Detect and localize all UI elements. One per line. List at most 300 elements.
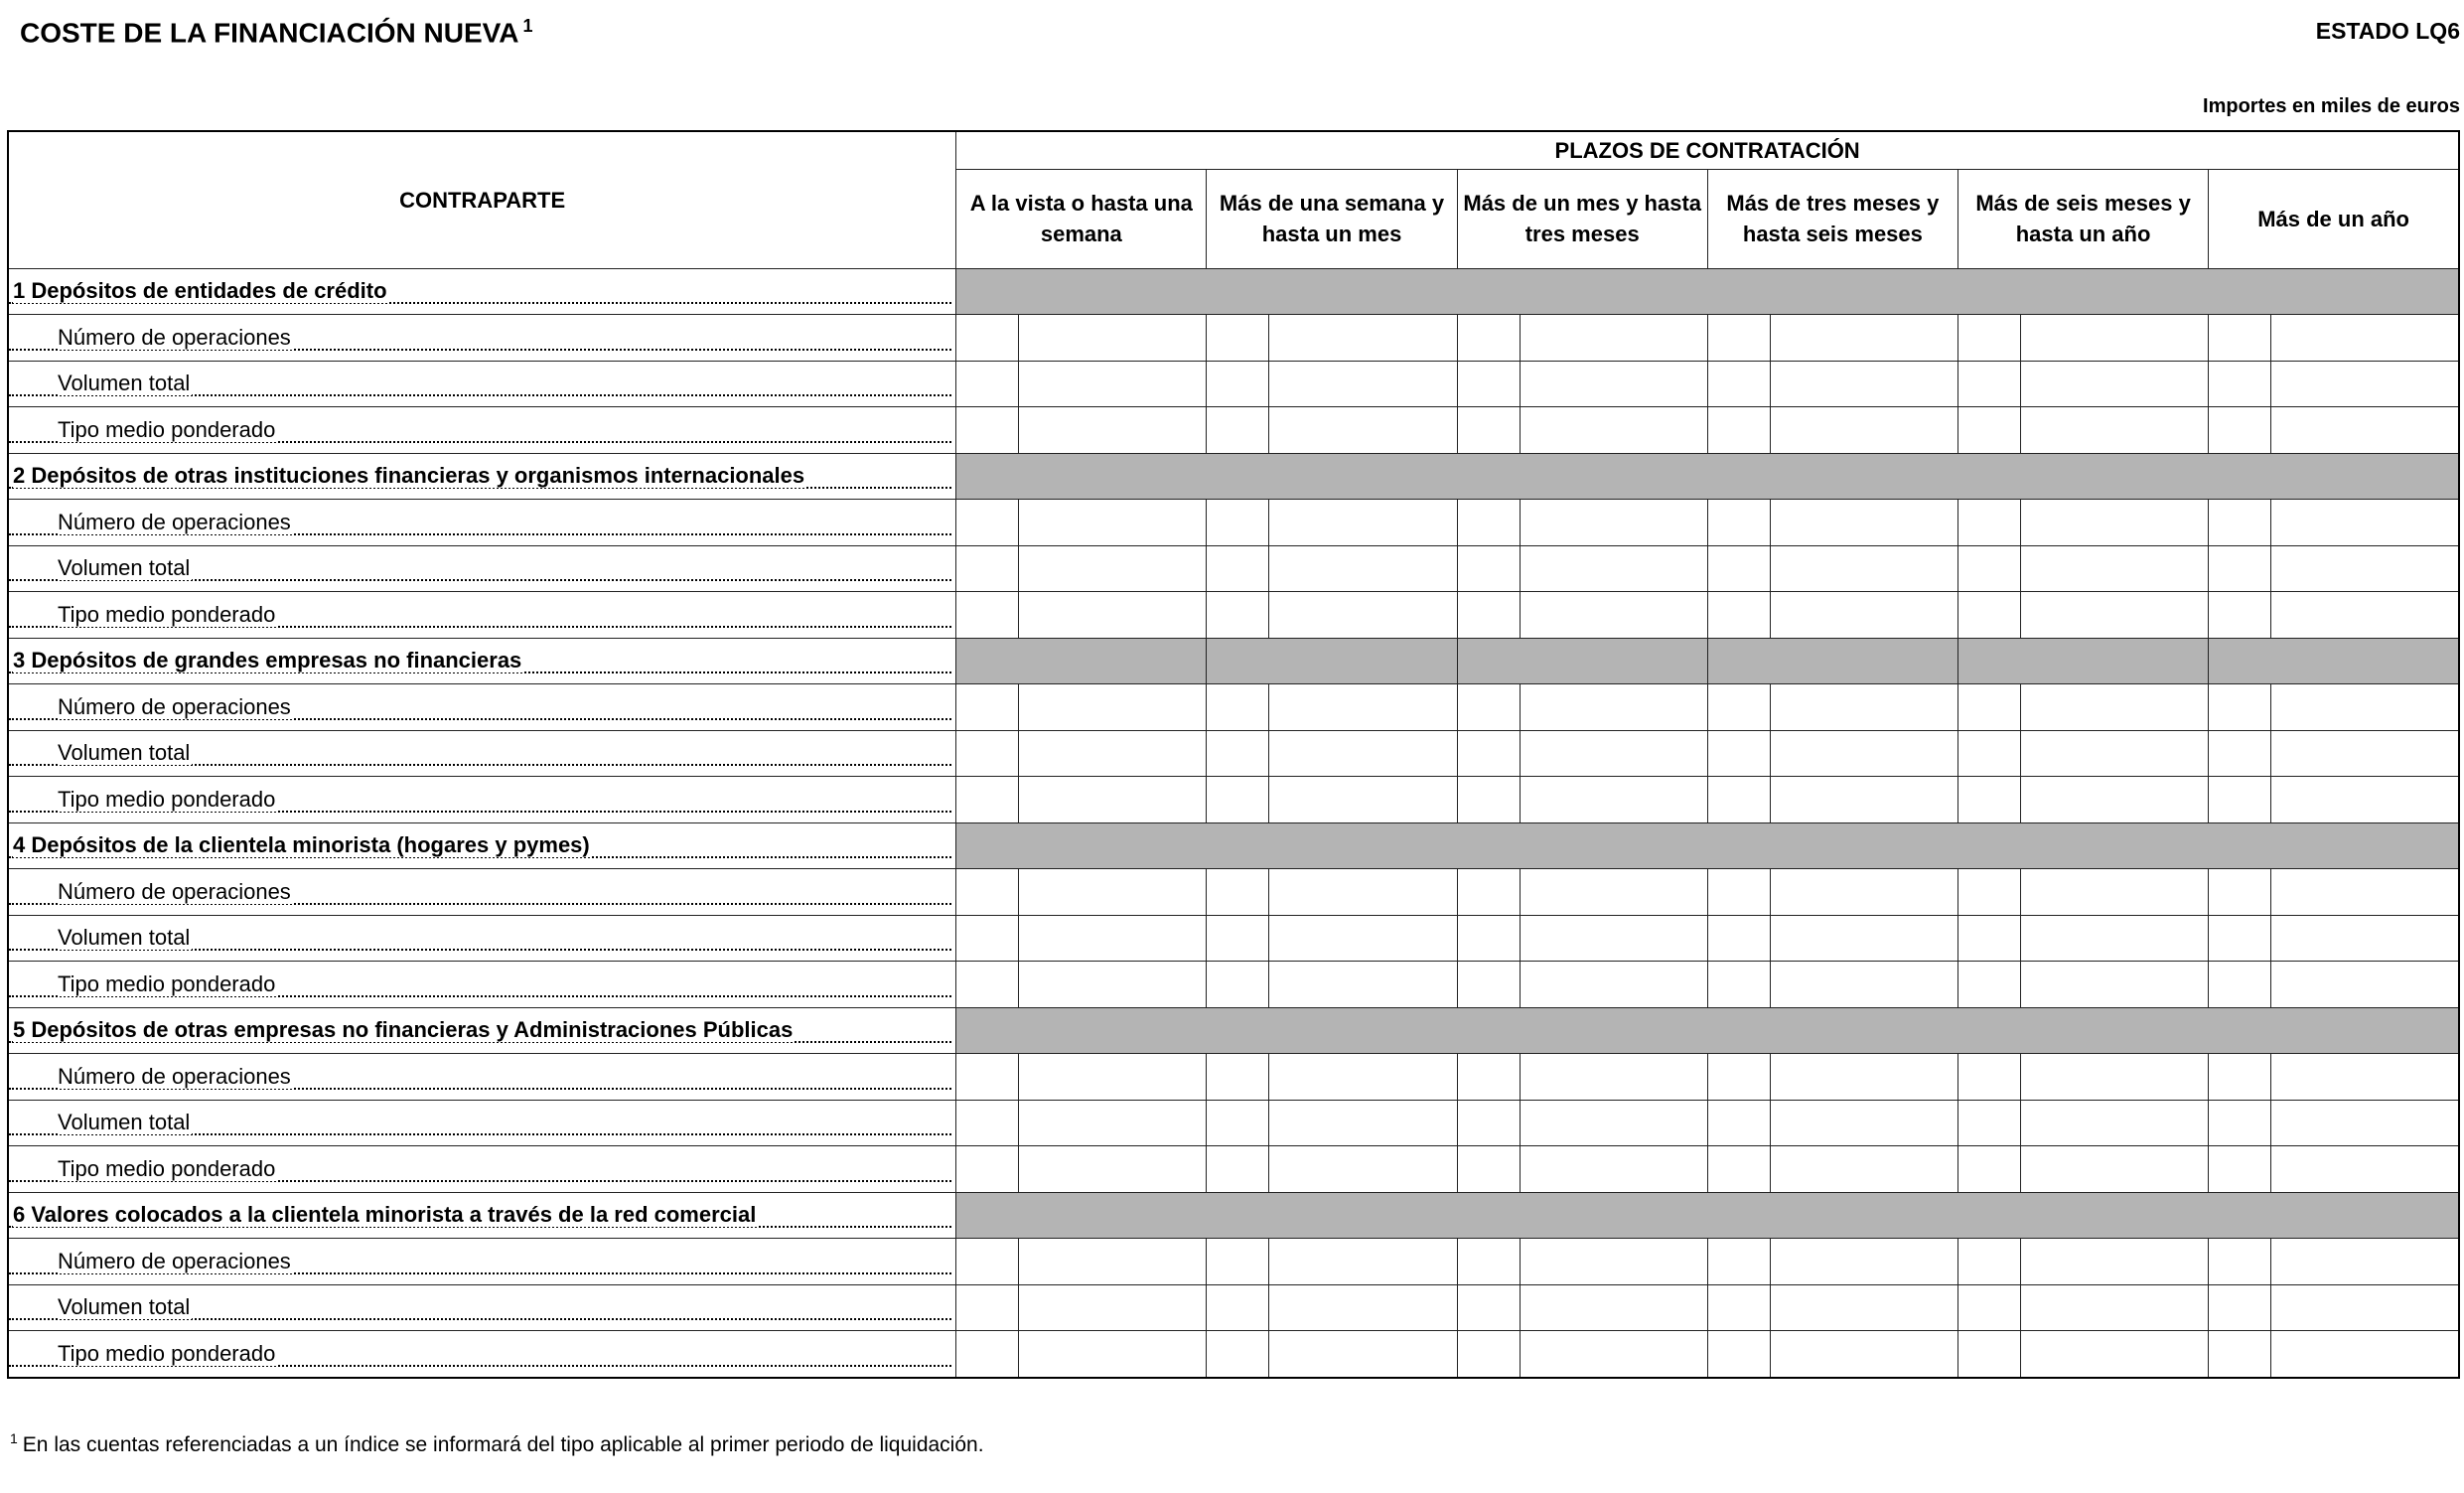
value-cell[interactable] xyxy=(1520,1054,1707,1101)
row-label xyxy=(8,1100,956,1146)
value-cell[interactable] xyxy=(2021,1284,2209,1331)
section-label xyxy=(8,268,956,315)
value-cell[interactable] xyxy=(2271,869,2459,916)
code-cell[interactable] xyxy=(1207,1146,1269,1193)
value-cell[interactable] xyxy=(1019,915,1207,962)
code-cell[interactable] xyxy=(1707,1054,1770,1101)
code-cell[interactable] xyxy=(1207,869,1269,916)
code-cell[interactable] xyxy=(1207,592,1269,639)
code-cell[interactable] xyxy=(1457,1331,1520,1378)
value-cell[interactable] xyxy=(2271,1054,2459,1101)
code-cell[interactable] xyxy=(1707,407,1770,454)
section-label xyxy=(8,1007,956,1054)
value-cell[interactable] xyxy=(1520,684,1707,731)
value-cell[interactable] xyxy=(1019,1100,1207,1146)
row-label xyxy=(8,1054,956,1101)
row-label xyxy=(8,315,956,362)
code-cell[interactable] xyxy=(1457,592,1520,639)
row-label xyxy=(8,730,956,777)
value-cell[interactable] xyxy=(1019,962,1207,1008)
value-cell[interactable] xyxy=(1770,315,1957,362)
code-cell[interactable] xyxy=(1957,361,2020,407)
code-cell[interactable] xyxy=(1957,1146,2020,1193)
value-cell[interactable] xyxy=(1269,962,1457,1008)
code-cell[interactable] xyxy=(1457,1146,1520,1193)
value-cell[interactable] xyxy=(1269,1331,1457,1378)
value-cell[interactable] xyxy=(1019,684,1207,731)
code-cell[interactable] xyxy=(1957,1239,2020,1285)
value-cell[interactable] xyxy=(1269,592,1457,639)
value-cell[interactable] xyxy=(1269,1284,1457,1331)
code-cell[interactable] xyxy=(1707,315,1770,362)
value-cell[interactable] xyxy=(1770,545,1957,592)
value-cell[interactable] xyxy=(1019,1331,1207,1378)
row-label-text: Volumen total xyxy=(58,740,191,766)
table-row xyxy=(8,1054,2459,1101)
section-row xyxy=(8,1007,2459,1054)
code-cell[interactable] xyxy=(956,1100,1019,1146)
section-label xyxy=(8,822,956,869)
footnote xyxy=(10,1430,984,1457)
table-row xyxy=(8,592,2459,639)
value-cell[interactable] xyxy=(2271,407,2459,454)
value-cell[interactable] xyxy=(1019,777,1207,823)
code-cell[interactable] xyxy=(1957,315,2020,362)
code-cell[interactable] xyxy=(956,869,1019,916)
shaded-cell xyxy=(1957,638,2208,684)
shaded-band xyxy=(956,822,2459,869)
value-cell[interactable] xyxy=(1019,869,1207,916)
row-label-text: Número de operaciones xyxy=(58,509,291,534)
value-cell[interactable] xyxy=(1520,315,1707,362)
code-cell[interactable] xyxy=(1457,777,1520,823)
code-cell[interactable] xyxy=(1957,777,2020,823)
code-cell[interactable] xyxy=(1707,684,1770,731)
code-cell[interactable] xyxy=(1457,1100,1520,1146)
shaded-cell xyxy=(1457,638,1707,684)
row-label xyxy=(8,869,956,916)
code-cell[interactable] xyxy=(1207,962,1269,1008)
value-cell[interactable] xyxy=(1269,315,1457,362)
code-cell[interactable] xyxy=(956,592,1019,639)
value-cell[interactable] xyxy=(2271,1284,2459,1331)
row-label xyxy=(8,1331,956,1378)
value-cell[interactable] xyxy=(1520,361,1707,407)
value-cell[interactable] xyxy=(2021,361,2209,407)
section-label xyxy=(8,1192,956,1239)
value-cell[interactable] xyxy=(1019,1239,1207,1285)
value-cell[interactable] xyxy=(1269,500,1457,546)
value-cell[interactable] xyxy=(2021,869,2209,916)
value-cell[interactable] xyxy=(1019,1284,1207,1331)
value-cell[interactable] xyxy=(2271,545,2459,592)
code-cell[interactable] xyxy=(1207,1054,1269,1101)
code-cell[interactable] xyxy=(1707,962,1770,1008)
code-cell[interactable] xyxy=(1707,500,1770,546)
value-cell[interactable] xyxy=(2021,962,2209,1008)
value-cell[interactable] xyxy=(1269,407,1457,454)
value-cell[interactable] xyxy=(2271,315,2459,362)
code-cell[interactable] xyxy=(956,361,1019,407)
code-cell[interactable] xyxy=(956,1054,1019,1101)
value-cell[interactable] xyxy=(1019,407,1207,454)
code-cell[interactable] xyxy=(2209,1100,2271,1146)
row-label-text: Volumen total xyxy=(58,1110,191,1135)
row-label-text: Volumen total xyxy=(58,1294,191,1320)
value-cell[interactable] xyxy=(1770,869,1957,916)
code-cell[interactable] xyxy=(2209,777,2271,823)
value-cell[interactable] xyxy=(1269,1239,1457,1285)
code-cell[interactable] xyxy=(2209,1331,2271,1378)
code-cell[interactable] xyxy=(2209,915,2271,962)
value-cell[interactable] xyxy=(1520,730,1707,777)
code-cell[interactable] xyxy=(1957,592,2020,639)
code-cell[interactable] xyxy=(956,1146,1019,1193)
code-cell[interactable] xyxy=(1957,1054,2020,1101)
code-cell[interactable] xyxy=(1707,1239,1770,1285)
table-row xyxy=(8,869,2459,916)
value-cell[interactable] xyxy=(1770,962,1957,1008)
code-cell[interactable] xyxy=(2209,730,2271,777)
value-cell[interactable] xyxy=(1269,915,1457,962)
shaded-band xyxy=(956,453,2459,500)
value-cell[interactable] xyxy=(2021,684,2209,731)
value-cell[interactable] xyxy=(2271,1331,2459,1378)
code-cell[interactable] xyxy=(1957,1331,2020,1378)
code-cell[interactable] xyxy=(956,407,1019,454)
value-cell[interactable] xyxy=(2271,1146,2459,1193)
section-label-text: 2 Depósitos de otras instituciones financieras y organismos internacionales xyxy=(13,463,805,489)
value-cell[interactable] xyxy=(1520,915,1707,962)
table-row xyxy=(8,1100,2459,1146)
row-label-text: Número de operaciones xyxy=(58,1063,291,1089)
value-cell[interactable] xyxy=(1269,1146,1457,1193)
code-cell[interactable] xyxy=(1207,361,1269,407)
code-cell[interactable] xyxy=(1707,730,1770,777)
code-cell[interactable] xyxy=(1207,684,1269,731)
table-row xyxy=(8,361,2459,407)
table-row xyxy=(8,777,2459,823)
value-cell[interactable] xyxy=(2021,1239,2209,1285)
code-cell[interactable] xyxy=(1707,545,1770,592)
value-cell[interactable] xyxy=(1770,915,1957,962)
code-cell[interactable] xyxy=(1707,1146,1770,1193)
row-label-text: Tipo medio ponderado xyxy=(58,1155,276,1181)
code-cell[interactable] xyxy=(1207,1284,1269,1331)
value-cell[interactable] xyxy=(2271,962,2459,1008)
code-cell[interactable] xyxy=(2209,500,2271,546)
value-cell[interactable] xyxy=(1770,592,1957,639)
code-cell[interactable] xyxy=(1957,1100,2020,1146)
section-label xyxy=(8,453,956,500)
shaded-cell xyxy=(956,638,1207,684)
plazo-header: Más de una semana y hasta un mes xyxy=(1207,169,1457,268)
row-label xyxy=(8,684,956,731)
value-cell[interactable] xyxy=(1770,684,1957,731)
table-row xyxy=(8,1284,2459,1331)
code-cell[interactable] xyxy=(1457,1054,1520,1101)
code-cell[interactable] xyxy=(1457,684,1520,731)
table-row xyxy=(8,684,2459,731)
value-cell[interactable] xyxy=(1269,1100,1457,1146)
row-label xyxy=(8,962,956,1008)
row-label xyxy=(8,1146,956,1193)
value-cell[interactable] xyxy=(1019,500,1207,546)
value-cell[interactable] xyxy=(2021,915,2209,962)
section-label-text: 5 Depósitos de otras empresas no financieras y Administraciones Públicas xyxy=(13,1017,794,1043)
page-title xyxy=(20,16,532,49)
code-cell[interactable] xyxy=(956,684,1019,731)
code-cell[interactable] xyxy=(956,1331,1019,1378)
code-cell[interactable] xyxy=(956,730,1019,777)
code-cell[interactable] xyxy=(1957,407,2020,454)
section-label-text: 6 Valores colocados a la clientela minorista a través de la red comercial xyxy=(13,1202,757,1228)
value-cell[interactable] xyxy=(2271,730,2459,777)
value-cell[interactable] xyxy=(1019,361,1207,407)
shaded-cell xyxy=(2209,638,2459,684)
value-cell[interactable] xyxy=(1770,777,1957,823)
code-cell[interactable] xyxy=(1207,730,1269,777)
value-cell[interactable] xyxy=(2021,1146,2209,1193)
value-cell[interactable] xyxy=(2021,730,2209,777)
code-cell[interactable] xyxy=(1957,915,2020,962)
value-cell[interactable] xyxy=(2271,592,2459,639)
section-row xyxy=(8,1192,2459,1239)
value-cell[interactable] xyxy=(2021,592,2209,639)
value-cell[interactable] xyxy=(2271,777,2459,823)
code-cell[interactable] xyxy=(956,545,1019,592)
table-row xyxy=(8,915,2459,962)
value-cell[interactable] xyxy=(1770,1146,1957,1193)
value-cell[interactable] xyxy=(2021,545,2209,592)
code-cell[interactable] xyxy=(1457,545,1520,592)
code-cell[interactable] xyxy=(1957,1284,2020,1331)
row-label-text: Volumen total xyxy=(58,371,191,396)
code-cell[interactable] xyxy=(1207,407,1269,454)
value-cell[interactable] xyxy=(2021,1100,2209,1146)
code-cell[interactable] xyxy=(2209,1239,2271,1285)
row-label xyxy=(8,592,956,639)
row-label xyxy=(8,915,956,962)
code-cell[interactable] xyxy=(956,500,1019,546)
value-cell[interactable] xyxy=(1269,730,1457,777)
code-cell[interactable] xyxy=(1207,315,1269,362)
shaded-band xyxy=(956,1007,2459,1054)
code-cell[interactable] xyxy=(1207,500,1269,546)
code-cell[interactable] xyxy=(1957,684,2020,731)
code-cell[interactable] xyxy=(956,315,1019,362)
row-label-text: Número de operaciones xyxy=(58,878,291,904)
code-cell[interactable] xyxy=(1957,962,2020,1008)
code-cell[interactable] xyxy=(1207,1100,1269,1146)
section-row xyxy=(8,453,2459,500)
code-cell[interactable] xyxy=(1707,1284,1770,1331)
value-cell[interactable] xyxy=(2021,1054,2209,1101)
plazo-header: Más de un mes y hasta tres meses xyxy=(1457,169,1707,268)
value-cell[interactable] xyxy=(1019,1054,1207,1101)
code-cell[interactable] xyxy=(2209,962,2271,1008)
code-cell[interactable] xyxy=(1457,500,1520,546)
code-cell[interactable] xyxy=(2209,407,2271,454)
value-cell[interactable] xyxy=(1520,869,1707,916)
code-cell[interactable] xyxy=(1707,777,1770,823)
table-row xyxy=(8,1239,2459,1285)
value-cell[interactable] xyxy=(1269,361,1457,407)
code-cell[interactable] xyxy=(956,1284,1019,1331)
code-cell[interactable] xyxy=(2209,545,2271,592)
row-label-text: Número de operaciones xyxy=(58,1248,291,1273)
row-label xyxy=(8,545,956,592)
table-row xyxy=(8,315,2459,362)
plazo-header: Más de tres meses y hasta seis meses xyxy=(1707,169,1957,268)
code-cell[interactable] xyxy=(1707,915,1770,962)
value-cell[interactable] xyxy=(1019,592,1207,639)
code-cell[interactable] xyxy=(956,962,1019,1008)
code-cell[interactable] xyxy=(1207,1239,1269,1285)
row-label-text: Tipo medio ponderado xyxy=(58,601,276,627)
code-cell[interactable] xyxy=(1957,545,2020,592)
value-cell[interactable] xyxy=(1770,1054,1957,1101)
value-cell[interactable] xyxy=(1770,1331,1957,1378)
code-cell[interactable] xyxy=(1457,1284,1520,1331)
value-cell[interactable] xyxy=(1019,730,1207,777)
value-cell[interactable] xyxy=(1520,545,1707,592)
code-cell[interactable] xyxy=(956,915,1019,962)
code-cell[interactable] xyxy=(1957,869,2020,916)
footnote-mark: 1 xyxy=(10,1430,18,1446)
code-cell[interactable] xyxy=(2209,1284,2271,1331)
value-cell[interactable] xyxy=(1770,407,1957,454)
code-cell[interactable] xyxy=(1457,730,1520,777)
code-cell[interactable] xyxy=(1457,407,1520,454)
value-cell[interactable] xyxy=(1520,1100,1707,1146)
code-cell[interactable] xyxy=(1457,915,1520,962)
code-cell[interactable] xyxy=(1457,315,1520,362)
row-label xyxy=(8,1239,956,1285)
value-cell[interactable] xyxy=(1770,500,1957,546)
value-cell[interactable] xyxy=(1269,684,1457,731)
section-label-text: 3 Depósitos de grandes empresas no financieras xyxy=(13,648,522,673)
value-cell[interactable] xyxy=(2271,361,2459,407)
code-cell[interactable] xyxy=(2209,361,2271,407)
value-cell[interactable] xyxy=(1770,730,1957,777)
code-cell[interactable] xyxy=(2209,869,2271,916)
value-cell[interactable] xyxy=(1520,1146,1707,1193)
table-row xyxy=(8,545,2459,592)
value-cell[interactable] xyxy=(1520,962,1707,1008)
value-cell[interactable] xyxy=(1520,1284,1707,1331)
title-footnote-mark: 1 xyxy=(522,16,533,36)
code-cell[interactable] xyxy=(1707,869,1770,916)
code-cell[interactable] xyxy=(2209,684,2271,731)
value-cell[interactable] xyxy=(1269,777,1457,823)
value-cell[interactable] xyxy=(2021,1331,2209,1378)
value-cell[interactable] xyxy=(1269,869,1457,916)
value-cell[interactable] xyxy=(1520,407,1707,454)
code-cell[interactable] xyxy=(1707,361,1770,407)
value-cell[interactable] xyxy=(1520,500,1707,546)
code-cell[interactable] xyxy=(2209,592,2271,639)
shaded-cell xyxy=(1207,638,1457,684)
plazo-header: Más de seis meses y hasta un año xyxy=(1957,169,2208,268)
plazo-header: A la vista o hasta una semana xyxy=(956,169,1207,268)
code-cell[interactable] xyxy=(956,1239,1019,1285)
value-cell[interactable] xyxy=(1269,545,1457,592)
code-cell[interactable] xyxy=(1457,869,1520,916)
value-cell[interactable] xyxy=(1770,361,1957,407)
value-cell[interactable] xyxy=(2021,500,2209,546)
units-note: Importes en miles de euros xyxy=(2203,95,2460,117)
section-label xyxy=(8,638,956,684)
row-label-text: Tipo medio ponderado xyxy=(58,970,276,996)
shaded-cell xyxy=(1707,638,1957,684)
section-row xyxy=(8,638,2459,684)
code-cell[interactable] xyxy=(1707,1100,1770,1146)
row-label xyxy=(8,777,956,823)
code-cell[interactable] xyxy=(1207,915,1269,962)
value-cell[interactable] xyxy=(2271,1239,2459,1285)
code-cell[interactable] xyxy=(2209,1054,2271,1101)
code-cell[interactable] xyxy=(1957,500,2020,546)
title-text: COSTE DE LA FINANCIACIÓN NUEVA xyxy=(20,17,519,49)
table-row xyxy=(8,1331,2459,1378)
value-cell[interactable] xyxy=(1520,777,1707,823)
row-label xyxy=(8,407,956,454)
row-label-text: Tipo medio ponderado xyxy=(58,786,276,812)
value-cell[interactable] xyxy=(1770,1284,1957,1331)
value-cell[interactable] xyxy=(1019,545,1207,592)
code-cell[interactable] xyxy=(1707,1331,1770,1378)
row-label xyxy=(8,500,956,546)
value-cell[interactable] xyxy=(1770,1100,1957,1146)
row-label-text: Tipo medio ponderado xyxy=(58,1340,276,1366)
code-cell[interactable] xyxy=(1457,962,1520,1008)
value-cell[interactable] xyxy=(1520,1239,1707,1285)
code-cell[interactable] xyxy=(1207,1331,1269,1378)
estado-code: ESTADO LQ6 xyxy=(2315,18,2460,44)
value-cell[interactable] xyxy=(1770,1239,1957,1285)
value-cell[interactable] xyxy=(1019,315,1207,362)
table-row xyxy=(8,500,2459,546)
value-cell[interactable] xyxy=(2271,1100,2459,1146)
table-row xyxy=(8,730,2459,777)
value-cell[interactable] xyxy=(2021,407,2209,454)
code-cell[interactable] xyxy=(1457,361,1520,407)
value-cell[interactable] xyxy=(1019,1146,1207,1193)
code-cell[interactable] xyxy=(1207,777,1269,823)
shaded-band xyxy=(956,268,2459,315)
code-cell[interactable] xyxy=(956,777,1019,823)
code-cell[interactable] xyxy=(1707,592,1770,639)
value-cell[interactable] xyxy=(1269,1054,1457,1101)
value-cell[interactable] xyxy=(2271,915,2459,962)
code-cell[interactable] xyxy=(2209,315,2271,362)
value-cell[interactable] xyxy=(1520,1331,1707,1378)
value-cell[interactable] xyxy=(2271,500,2459,546)
code-cell[interactable] xyxy=(2209,1146,2271,1193)
table-row xyxy=(8,1146,2459,1193)
code-cell[interactable] xyxy=(1457,1239,1520,1285)
contraparte-header: CONTRAPARTE xyxy=(8,131,956,268)
value-cell[interactable] xyxy=(1520,592,1707,639)
shaded-band xyxy=(956,1192,2459,1239)
code-cell[interactable] xyxy=(1957,730,2020,777)
value-cell[interactable] xyxy=(2271,684,2459,731)
value-cell[interactable] xyxy=(2021,777,2209,823)
value-cell[interactable] xyxy=(2021,315,2209,362)
code-cell[interactable] xyxy=(1207,545,1269,592)
row-label xyxy=(8,361,956,407)
